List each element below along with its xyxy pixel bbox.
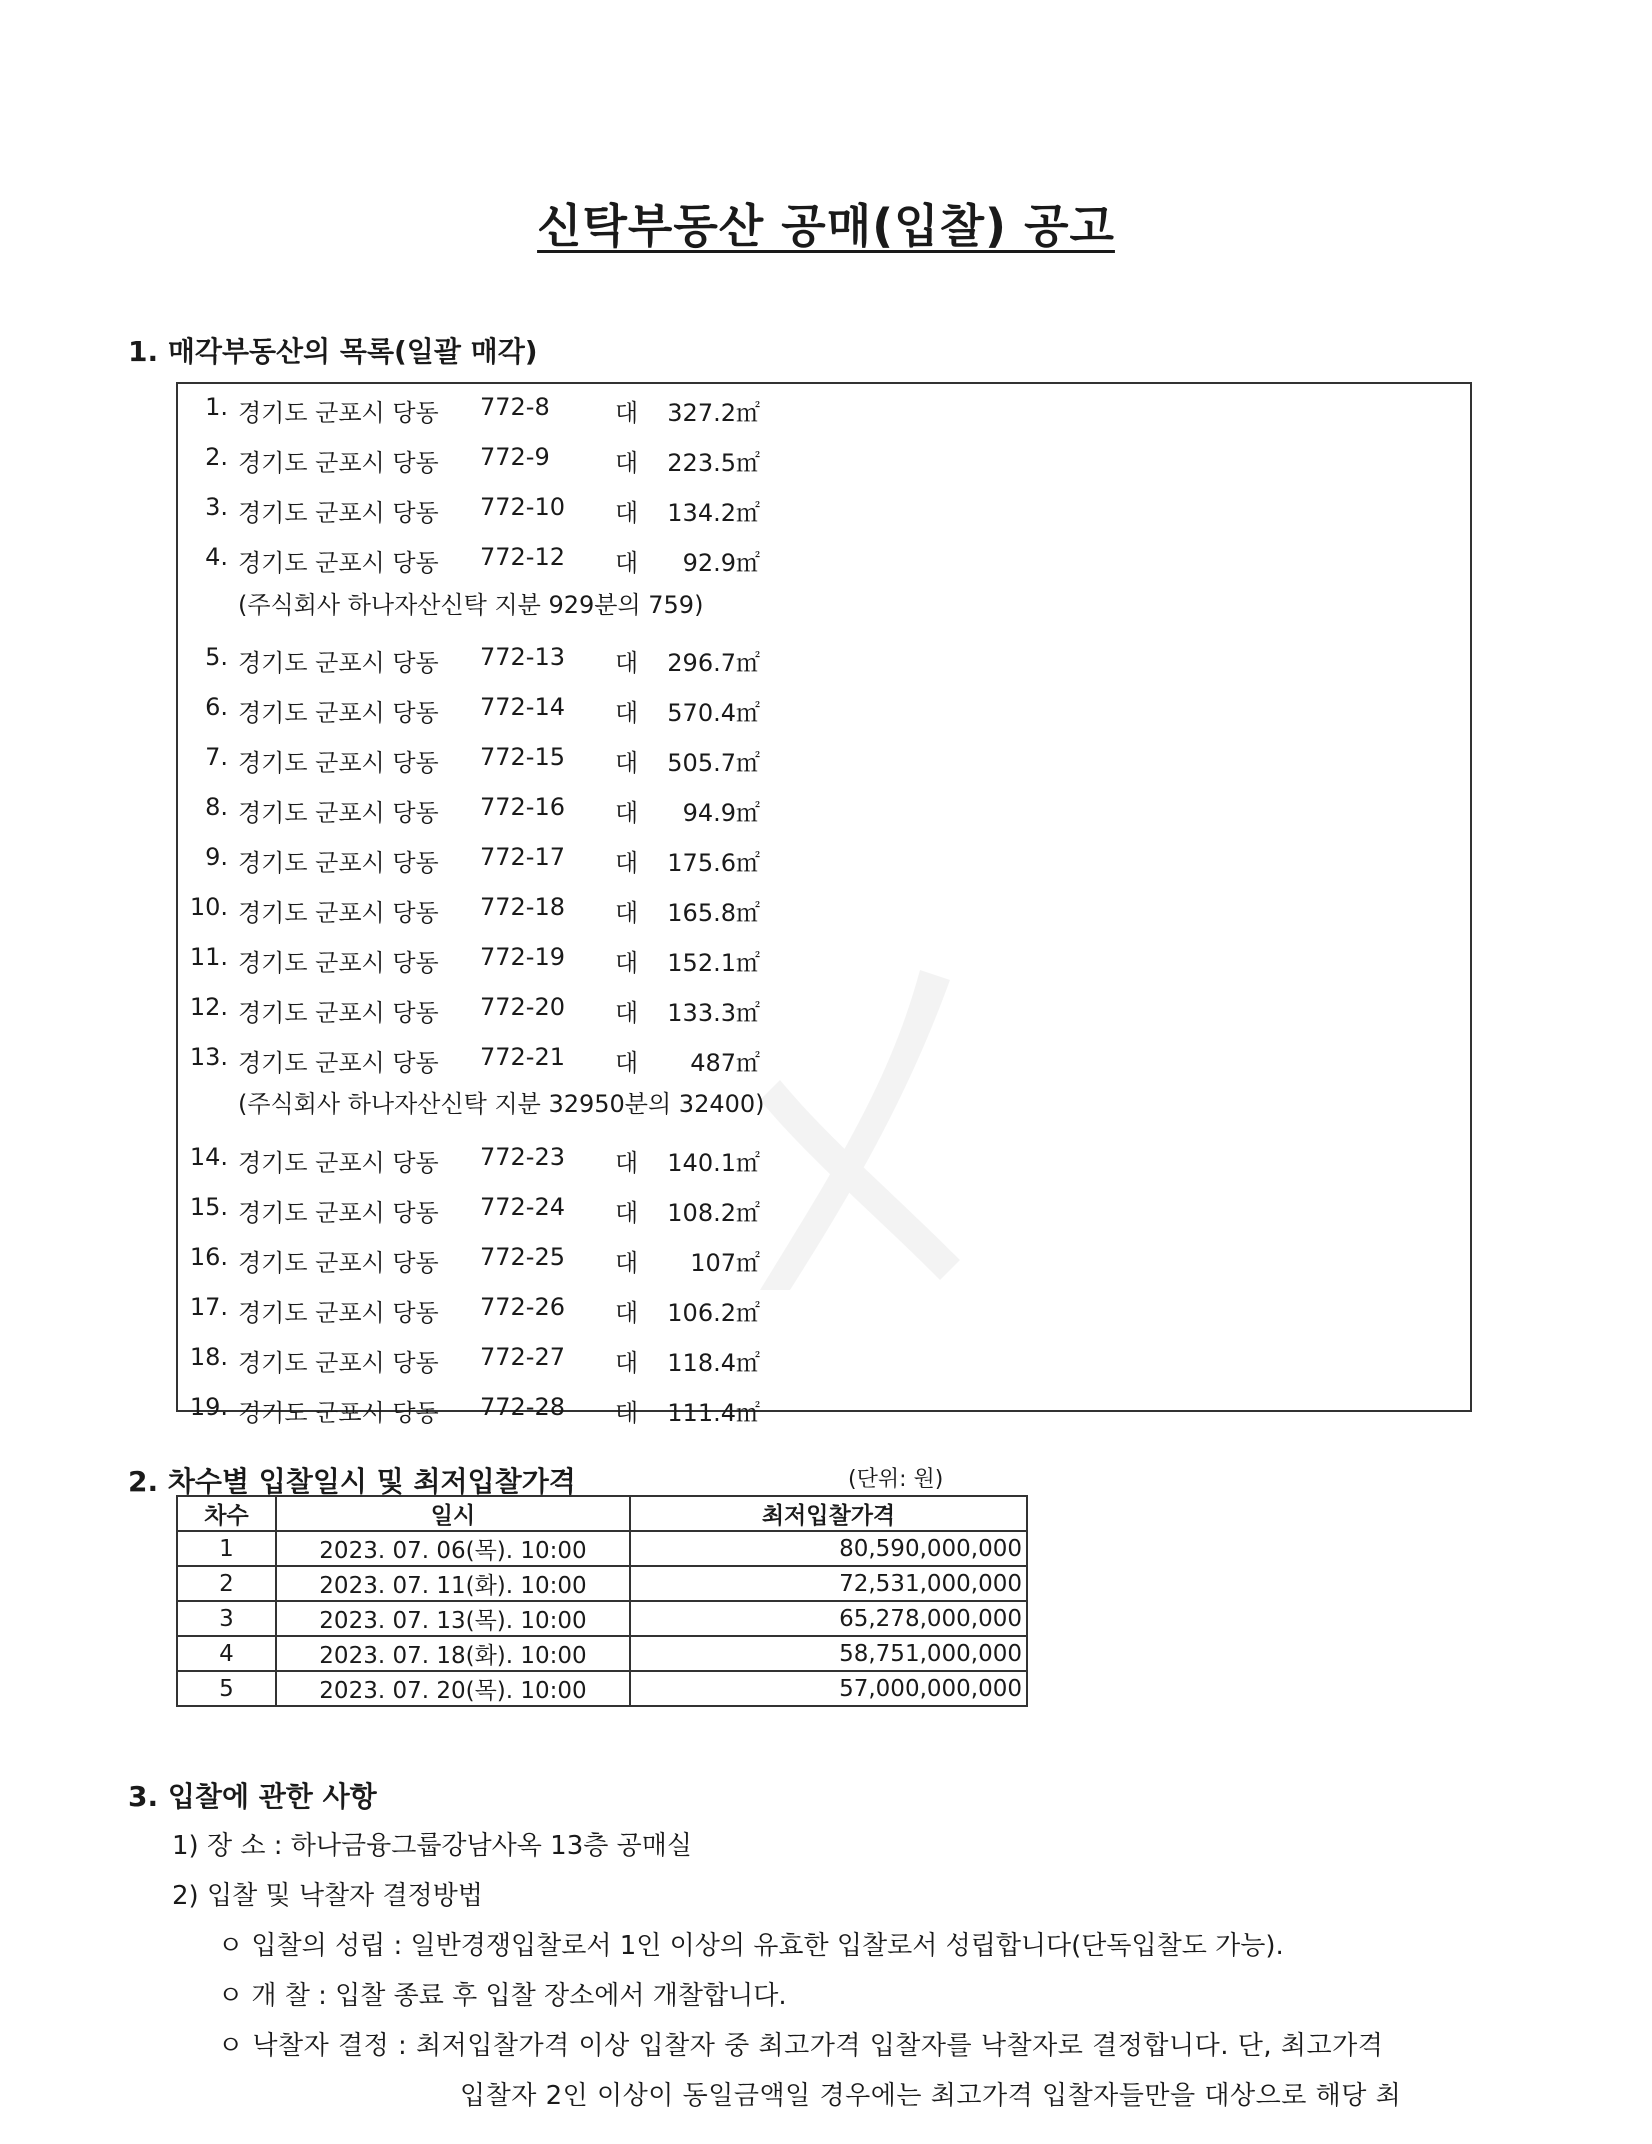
property-lot: 772-28 (480, 1393, 566, 1421)
property-addr: 경기도 군포시 당동 (238, 499, 439, 527)
property-lot: 772-13 (480, 643, 566, 671)
property-addr: 경기도 군포시 당동 (238, 1199, 439, 1227)
property-lot: 772-21 (480, 1043, 566, 1071)
property-addr: 경기도 군포시 당동 (238, 899, 439, 927)
property-area: 108.2㎡ (667, 1199, 760, 1227)
property-area: 296.7㎡ (667, 649, 760, 677)
property-num: 5. (205, 643, 228, 671)
property-num: 19. (189, 1393, 228, 1421)
property-area: 140.1㎡ (667, 1149, 760, 1177)
property-lot: 772-12 (480, 543, 566, 571)
round-cell: 2 (177, 1566, 276, 1601)
property-area: 106.2㎡ (667, 1299, 760, 1327)
property-num: 17. (189, 1293, 228, 1321)
property-num: 4. (205, 543, 228, 571)
property-area: 92.9㎡ (682, 549, 760, 577)
table-row (177, 1531, 1027, 1566)
property-num: 6. (205, 693, 228, 721)
property-area: 223.5㎡ (667, 449, 760, 477)
table-row (177, 1636, 1027, 1671)
property-kind: 대 (615, 899, 639, 927)
property-num: 9. (205, 843, 228, 871)
property-num: 14. (189, 1143, 228, 1171)
property-num: 15. (189, 1193, 228, 1221)
property-kind: 대 (615, 1299, 639, 1327)
property-num: 11. (189, 943, 228, 971)
min-price-cell: 58,751,000,000 (630, 1636, 1027, 1671)
round-cell: 3 (177, 1601, 276, 1636)
property-addr: 경기도 군포시 당동 (238, 1399, 439, 1427)
datetime-cell: 2023. 07. 13(목). 10:00 (276, 1601, 630, 1636)
property-area: 94.9㎡ (682, 799, 760, 827)
property-lot: 772-27 (480, 1343, 566, 1371)
property-kind: 대 (615, 1399, 639, 1427)
property-kind: 대 (615, 399, 639, 427)
property-kind: 대 (615, 649, 639, 677)
page-title: 신탁부동산 공매(입찰) 공고 (537, 199, 1115, 253)
datetime-cell: 2023. 07. 06(목). 10:00 (276, 1531, 630, 1566)
property-lot: 772-9 (480, 443, 550, 471)
property-addr: 경기도 군포시 당동 (238, 1149, 439, 1177)
property-area: 118.4㎡ (667, 1349, 760, 1377)
property-lot: 772-20 (480, 993, 566, 1021)
property-area: 570.4㎡ (667, 699, 760, 727)
property-addr: 경기도 군포시 당동 (238, 449, 439, 477)
property-lot: 772-16 (480, 793, 566, 821)
property-lot: 772-25 (480, 1243, 566, 1271)
property-lot: 772-8 (480, 393, 550, 421)
property-area: 107㎡ (690, 1249, 760, 1277)
property-lot: 772-19 (480, 943, 566, 971)
property-lot: 772-24 (480, 1193, 566, 1221)
property-kind: 대 (615, 1249, 639, 1277)
property-addr: 경기도 군포시 당동 (238, 1299, 439, 1327)
property-kind: 대 (615, 1049, 639, 1077)
property-kind: 대 (615, 749, 639, 777)
property-addr: 경기도 군포시 당동 (238, 549, 439, 577)
datetime-cell: 2023. 07. 11(화). 10:00 (276, 1566, 630, 1601)
property-lot: 772-23 (480, 1143, 566, 1171)
property-num: 12. (189, 993, 228, 1021)
winner-decision-item: ㅇ 낙찰자 결정 : 최저입찰가격 이상 입찰자 중 최고가격 입찰자를 낙찰자로 결정합니다. 단, 최고가격 (218, 2031, 1384, 2061)
min-price-cell: 72,531,000,000 (630, 1566, 1027, 1601)
property-num: 7. (205, 743, 228, 771)
table-row (177, 1566, 1027, 1601)
property-area: 327.2㎡ (667, 399, 760, 427)
section1-heading: 1. 매각부동산의 목록(일괄 매각) (128, 335, 538, 368)
property-addr: 경기도 군포시 당동 (238, 1249, 439, 1277)
property-kind: 대 (615, 999, 639, 1027)
property-addr: 경기도 군포시 당동 (238, 1349, 439, 1377)
property-addr: 경기도 군포시 당동 (238, 849, 439, 877)
property-lot: 772-17 (480, 843, 566, 871)
property-area: 133.3㎡ (667, 999, 760, 1027)
section2-heading: 2. 차수별 입찰일시 및 최저입찰가격 (128, 1465, 576, 1498)
property-area: 487㎡ (690, 1049, 760, 1077)
table-row (177, 1671, 1027, 1706)
property-addr: 경기도 군포시 당동 (238, 749, 439, 777)
property-area: 134.2㎡ (667, 499, 760, 527)
round-cell: 4 (177, 1636, 276, 1671)
property-kind: 대 (615, 949, 639, 977)
property-kind: 대 (615, 499, 639, 527)
property-num: 8. (205, 793, 228, 821)
min-price-cell: 57,000,000,000 (630, 1671, 1027, 1706)
property-kind: 대 (615, 799, 639, 827)
property-num: 13. (189, 1043, 228, 1071)
table-row (177, 1601, 1027, 1636)
property-kind: 대 (615, 549, 639, 577)
property-lot: 772-26 (480, 1293, 566, 1321)
round-cell: 1 (177, 1531, 276, 1566)
property-kind: 대 (615, 699, 639, 727)
datetime-cell: 2023. 07. 20(목). 10:00 (276, 1671, 630, 1706)
property-addr: 경기도 군포시 당동 (238, 399, 439, 427)
column-header-min-price: 최저입찰가격 (630, 1496, 1027, 1531)
section3-heading: 3. 입찰에 관한 사항 (128, 1780, 377, 1813)
auction-place: 1) 장 소 : 하나금융그룹강남사옥 13층 공매실 (172, 1831, 692, 1861)
column-header-datetime: 일시 (276, 1496, 630, 1531)
property-num: 10. (189, 893, 228, 921)
min-price-cell: 65,278,000,000 (630, 1601, 1027, 1636)
share-note-2: (주식회사 하나자산신탁 지분 32950분의 32400) (238, 1090, 765, 1118)
unit-label: (단위: 원) (848, 1467, 944, 1492)
property-lot: 772-15 (480, 743, 566, 771)
bid-opening-item: ㅇ 개 찰 : 입찰 종료 후 입찰 장소에서 개찰합니다. (218, 1981, 787, 2011)
property-num: 2. (205, 443, 228, 471)
property-area: 505.7㎡ (667, 749, 760, 777)
property-area: 152.1㎡ (667, 949, 760, 977)
property-addr: 경기도 군포시 당동 (238, 949, 439, 977)
property-kind: 대 (615, 1349, 639, 1377)
min-price-cell: 80,590,000,000 (630, 1531, 1027, 1566)
property-lot: 772-18 (480, 893, 566, 921)
bid-schedule-table (176, 1495, 1028, 1707)
share-note-1: (주식회사 하나자산신탁 지분 929분의 759) (238, 591, 704, 619)
property-kind: 대 (615, 1199, 639, 1227)
method-title: 2) 입찰 및 낙찰자 결정방법 (172, 1881, 483, 1911)
property-num: 3. (205, 493, 228, 521)
watermark-logo-icon (720, 960, 970, 1300)
property-area: 175.6㎡ (667, 849, 760, 877)
winner-decision-continued: 입찰자 2인 이상이 동일금액일 경우에는 최고가격 입찰자들만을 대상으로 해당 최 (460, 2081, 1402, 2111)
property-addr: 경기도 군포시 당동 (238, 799, 439, 827)
property-addr: 경기도 군포시 당동 (238, 649, 439, 677)
property-num: 18. (189, 1343, 228, 1371)
property-addr: 경기도 군포시 당동 (238, 1049, 439, 1077)
property-num: 16. (189, 1243, 228, 1271)
table-header-row (177, 1496, 1027, 1531)
property-area: 111.4㎡ (667, 1399, 760, 1427)
round-cell: 5 (177, 1671, 276, 1706)
property-kind: 대 (615, 1149, 639, 1177)
property-num: 1. (205, 393, 228, 421)
datetime-cell: 2023. 07. 18(화). 10:00 (276, 1636, 630, 1671)
property-addr: 경기도 군포시 당동 (238, 999, 439, 1027)
property-area: 165.8㎡ (667, 899, 760, 927)
column-header-round: 차수 (177, 1496, 276, 1531)
bid-formation-item: ㅇ 입찰의 성립 : 일반경쟁입찰로서 1인 이상의 유효한 입찰로서 성립합니다(단독입찰도 가능). (218, 1931, 1284, 1961)
property-kind: 대 (615, 449, 639, 477)
property-addr: 경기도 군포시 당동 (238, 699, 439, 727)
property-lot: 772-10 (480, 493, 566, 521)
property-lot: 772-14 (480, 693, 566, 721)
property-kind: 대 (615, 849, 639, 877)
